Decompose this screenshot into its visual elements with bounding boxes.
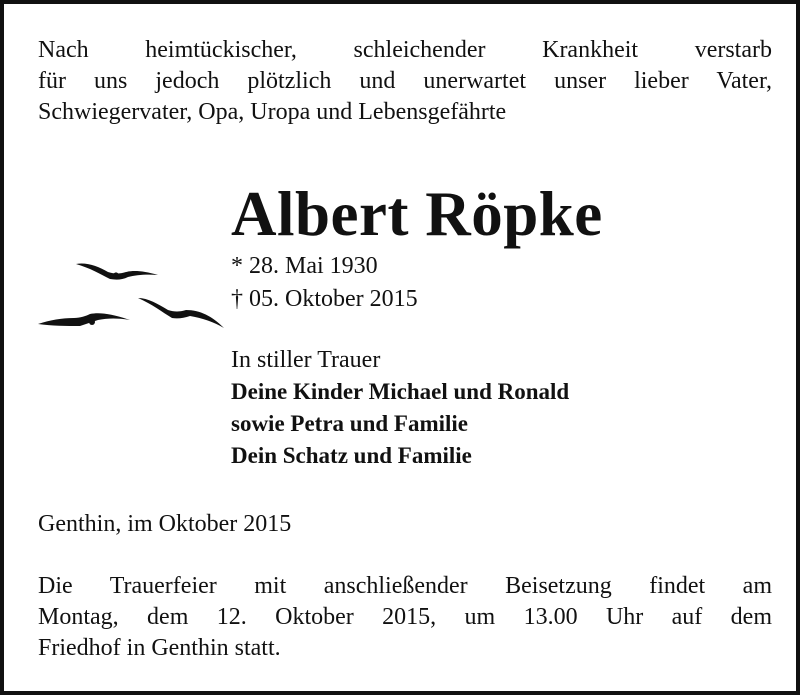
ceremony-text [38, 571, 772, 664]
mourners-block [231, 344, 569, 472]
intro-line-1: Nach heimtückischer, schleichender Krankheit verstarb [38, 37, 772, 63]
mourner-line: Deine Kinder Michael und Ronald [231, 379, 570, 404]
birth-date: * 28. Mai 1930 [231, 253, 378, 279]
deceased-name: Albert Röpke [231, 179, 603, 249]
mourning-heading: In stiller Trauer [231, 347, 381, 373]
place-and-date: Genthin, im Oktober 2015 [38, 511, 292, 537]
mourner-line: sowie Petra und Familie [231, 411, 468, 436]
flying-birds-icon [34, 252, 234, 342]
ceremony-line-1: Die Trauerfeier mit anschließender Beisetzung findet am [38, 573, 772, 599]
ceremony-line-3: Friedhof in Genthin statt. [38, 635, 281, 661]
intro-line-2: für uns jedoch plötzlich und unerwartet unser lieber Vater, [38, 68, 772, 94]
death-date: † 05. Oktober 2015 [231, 286, 418, 312]
intro-text [38, 35, 772, 128]
mourner-line: Dein Schatz und Familie [231, 443, 472, 468]
bird-icon [38, 313, 130, 326]
life-dates [231, 250, 418, 316]
intro-line-3: Schwiegervater, Opa, Uropa und Lebensgefährte [38, 99, 507, 125]
ceremony-line-2: Montag, dem 12. Oktober 2015, um 13.00 Uhr auf dem [38, 604, 772, 630]
